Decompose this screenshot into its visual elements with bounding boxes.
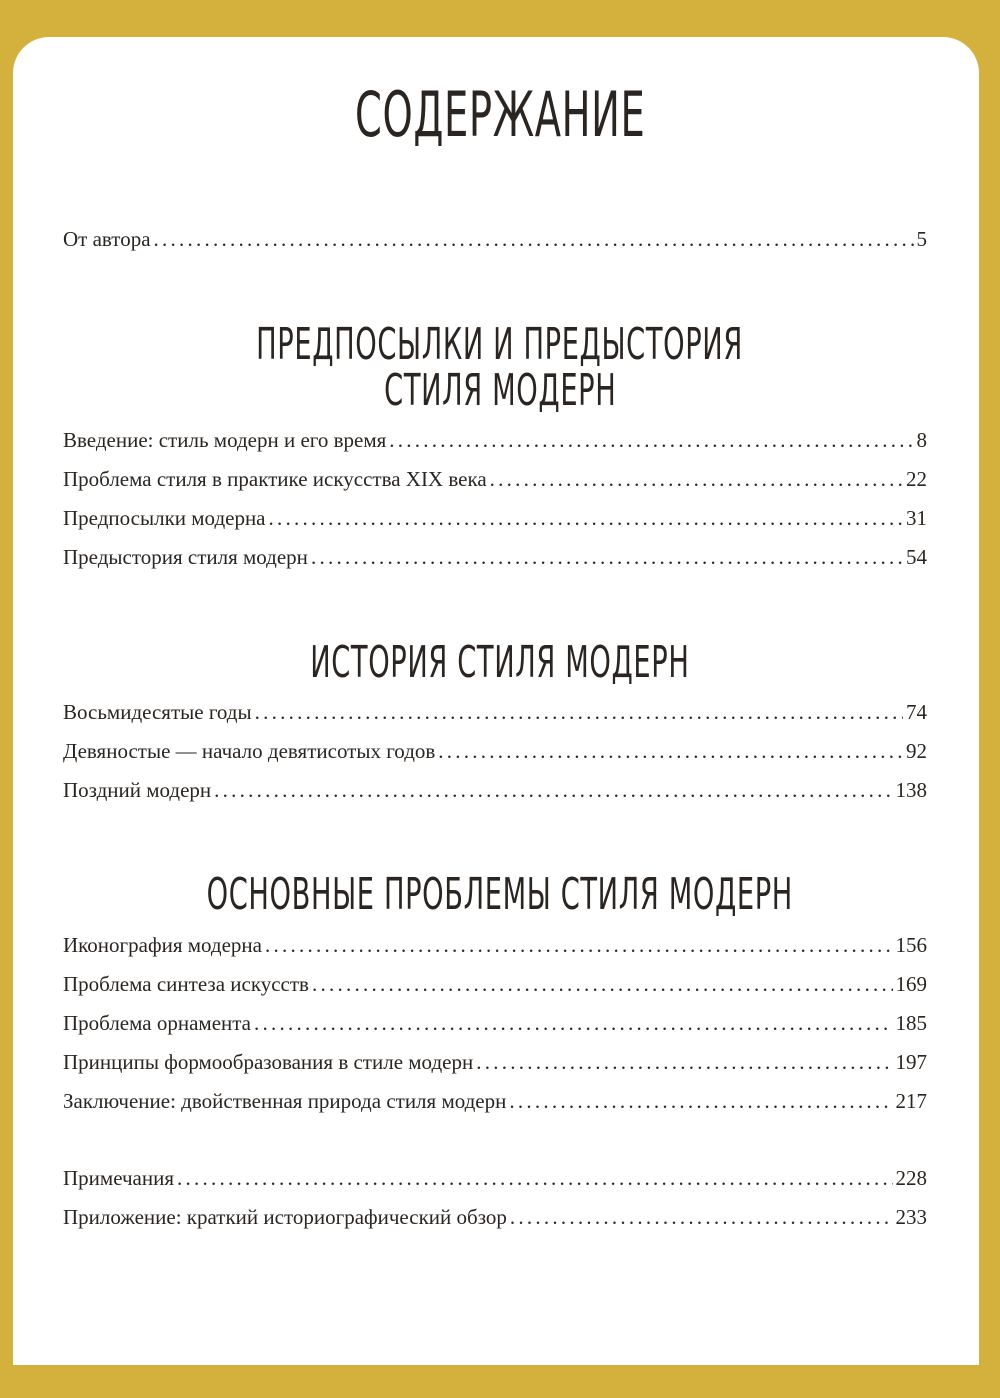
toc-entry-page: 22 [906, 467, 927, 491]
toc-entry-page: 31 [906, 506, 927, 530]
toc-entry-page: 8 [916, 428, 927, 452]
toc-entry-label: Предпосылки модерна [63, 506, 266, 530]
leader-dots [254, 1010, 892, 1036]
toc-entry-page: 233 [895, 1205, 927, 1229]
toc-entry[interactable] [63, 466, 927, 492]
leader-dots [509, 1088, 892, 1114]
toc-entry[interactable] [63, 505, 927, 531]
toc-entry-label: Проблема орнамента [63, 1011, 252, 1035]
toc-entry[interactable] [63, 699, 927, 725]
toc-entry-page: 92 [906, 739, 927, 763]
leader-dots [510, 1204, 893, 1230]
toc-entry-label: Поздний модерн [63, 778, 212, 802]
toc-entry-label: Проблема синтеза искусств [63, 972, 309, 996]
leader-dots [214, 777, 892, 803]
toc-entry-page: 185 [895, 1011, 927, 1035]
toc-entry[interactable] [63, 971, 927, 997]
toc-entry-label: Предыстория стиля модерн [63, 545, 308, 569]
leader-dots [269, 505, 903, 531]
toc-entry-page: 156 [895, 933, 927, 957]
toc-entry-page: 5 [916, 227, 927, 251]
toc-entry-label: Примечания [63, 1166, 175, 1190]
toc-entry[interactable] [63, 1010, 927, 1036]
leader-dots [312, 971, 893, 997]
toc-entry[interactable] [63, 1204, 927, 1230]
toc-entry-page: 228 [895, 1166, 927, 1190]
leader-dots [438, 738, 903, 764]
toc-entry[interactable] [63, 226, 927, 252]
toc-entry[interactable] [63, 1088, 927, 1114]
toc-entry[interactable] [63, 544, 927, 570]
toc-entry-label: Девяностые — начало девятисотых годов [63, 739, 436, 763]
toc-entry-label: Восьмидесятые годы [63, 700, 252, 724]
toc-entry-label: От автора [63, 227, 151, 251]
toc-entry-page: 54 [906, 545, 927, 569]
toc-entry-label: Приложение: краткий историографический обзор [63, 1205, 507, 1229]
leader-dots [177, 1165, 892, 1191]
toc-entry[interactable] [63, 427, 927, 453]
section-heading: ИСТОРИЯ СТИЛЯ МОДЕРН [310, 637, 690, 688]
toc-entry-label: Заключение: двойственная природа стиля модерн [63, 1089, 507, 1113]
page-title: СОДЕРЖАНИЕ [354, 78, 646, 151]
leader-dots [311, 544, 903, 570]
toc-entry-page: 74 [906, 700, 927, 724]
toc-entry[interactable] [63, 738, 927, 764]
leader-dots [490, 466, 903, 492]
toc-entry-page: 169 [895, 972, 927, 996]
toc-entry-page: 217 [895, 1089, 927, 1113]
toc-entry[interactable] [63, 1165, 927, 1191]
toc-entry-label: Проблема стиля в практике искусства XIX века [63, 467, 487, 491]
leader-dots [265, 932, 893, 958]
toc-entry[interactable] [63, 932, 927, 958]
toc-entry-label: Иконография модерна [63, 933, 262, 957]
toc-entry-label: Введение: стиль модерн и его время [63, 428, 387, 452]
toc-entry[interactable] [63, 777, 927, 803]
leader-dots [154, 226, 914, 252]
section-heading: ОСНОВНЫЕ ПРОБЛЕМЫ СТИЛЯ МОДЕРН [206, 869, 794, 920]
leader-dots [476, 1049, 892, 1075]
toc-entry-label: Принципы формообразования в стиле модерн [63, 1050, 474, 1074]
section-heading: ПРЕДПОСЫЛКИ И ПРЕДЫСТОРИЯ СТИЛЯ МОДЕРН [256, 319, 744, 416]
toc-entry-page: 138 [895, 778, 927, 802]
leader-dots [389, 427, 913, 453]
leader-dots [255, 699, 903, 725]
toc-entry[interactable] [63, 1049, 927, 1075]
toc-entry-page: 197 [895, 1050, 927, 1074]
